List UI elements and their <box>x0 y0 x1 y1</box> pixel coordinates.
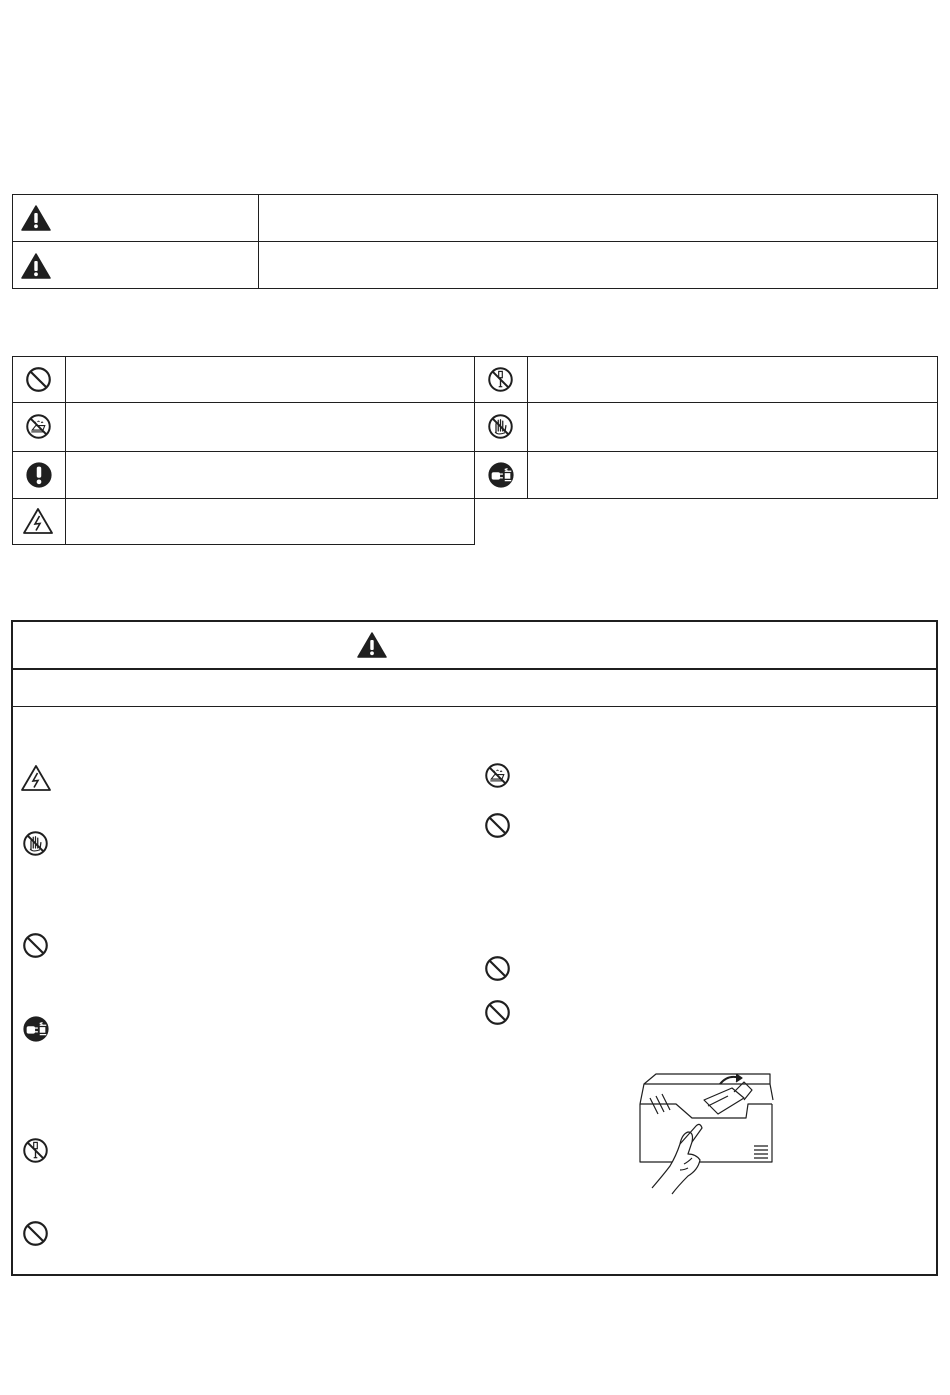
do-not-touch-icon <box>487 413 514 440</box>
prohibited-icon <box>484 955 511 982</box>
prohibited-icon <box>25 366 52 393</box>
warning-triangle-icon <box>21 205 51 231</box>
mandatory-action-icon <box>25 461 53 489</box>
electric-shock-icon <box>20 764 52 792</box>
do-not-disassemble-icon <box>487 366 514 393</box>
no-wet-hands-icon <box>484 762 511 789</box>
warning-triangle-icon <box>357 632 387 658</box>
prohibited-icon <box>484 999 511 1026</box>
prohibited-icon <box>484 812 511 839</box>
electric-shock-icon <box>22 507 54 535</box>
no-wet-hands-icon <box>25 413 52 440</box>
prohibited-icon <box>22 1220 49 1247</box>
unplug-icon <box>487 461 515 489</box>
do-not-disassemble-icon <box>22 1137 49 1164</box>
printer-tape-cutter-illustration <box>636 1070 776 1196</box>
do-not-touch-icon <box>22 830 49 857</box>
unplug-icon <box>22 1015 50 1043</box>
prohibited-icon <box>22 932 49 959</box>
warning-triangle-icon <box>21 253 51 279</box>
